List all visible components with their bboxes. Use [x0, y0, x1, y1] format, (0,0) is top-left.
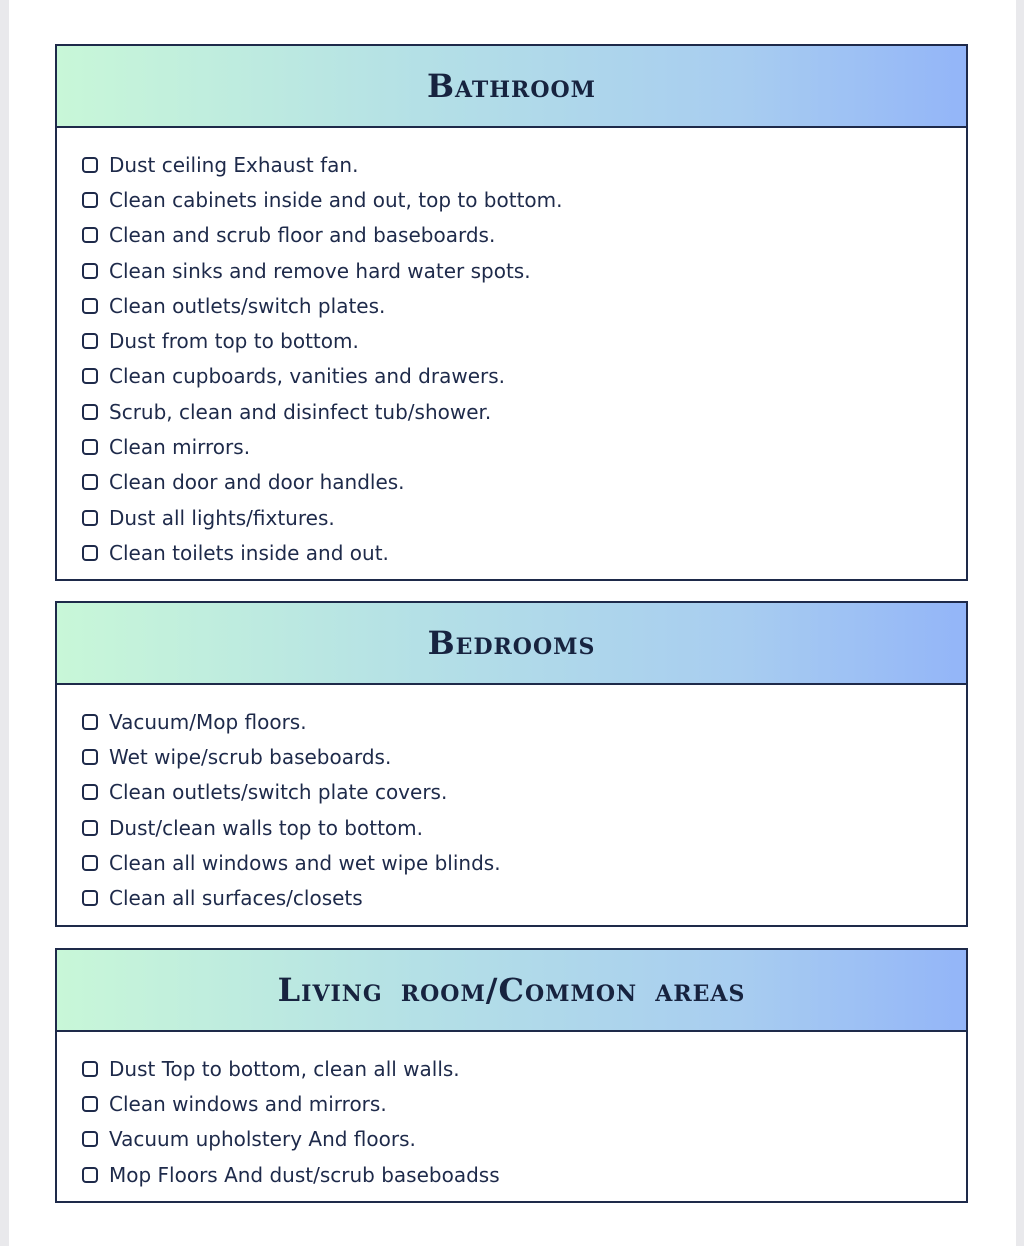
item-label: Dust/clean walls top to bottom. — [109, 815, 423, 840]
checkbox[interactable] — [82, 855, 98, 871]
checklist-item — [82, 500, 966, 535]
checkbox[interactable] — [82, 368, 98, 384]
checkbox[interactable] — [82, 545, 98, 561]
section-title: Bedrooms — [427, 624, 596, 662]
checklist — [57, 128, 966, 571]
item-label: Wet wipe/scrub baseboards. — [109, 744, 392, 769]
item-label: Clean and scrub floor and baseboards. — [109, 223, 496, 248]
checklist-item — [82, 775, 966, 810]
section-living-room-common-areas — [55, 948, 968, 1203]
checklist-item — [82, 1086, 966, 1121]
checklist-item — [82, 394, 966, 429]
checkbox[interactable] — [82, 1061, 98, 1077]
item-label: Dust from top to bottom. — [109, 329, 359, 354]
checkbox[interactable] — [82, 749, 98, 765]
checklist-item — [82, 429, 966, 464]
checklist-item — [82, 465, 966, 500]
section-header — [57, 603, 966, 685]
item-label: Clean toilets inside and out. — [109, 540, 389, 565]
checklist-item — [82, 1122, 966, 1157]
checkbox[interactable] — [82, 1131, 98, 1147]
item-label: Dust all lights/fixtures. — [109, 505, 335, 530]
checkbox[interactable] — [82, 784, 98, 800]
checklist-item — [82, 880, 966, 915]
section-bathroom — [55, 44, 968, 581]
checkbox[interactable] — [82, 1167, 98, 1183]
item-label: Mop Floors And dust/scrub baseboadss — [109, 1162, 500, 1187]
item-label: Clean door and door handles. — [109, 470, 405, 495]
checklist-item — [82, 288, 966, 323]
checklist-item — [82, 218, 966, 253]
section-bedrooms — [55, 601, 968, 927]
checkbox[interactable] — [82, 333, 98, 349]
section-header — [57, 46, 966, 128]
checkbox[interactable] — [82, 474, 98, 490]
item-label: Clean all surfaces/closets — [109, 886, 363, 911]
item-label: Dust ceiling Exhaust fan. — [109, 152, 359, 177]
checklist-item — [82, 147, 966, 182]
checkbox[interactable] — [82, 263, 98, 279]
checkbox[interactable] — [82, 510, 98, 526]
checklist-item — [82, 739, 966, 774]
checkbox[interactable] — [82, 890, 98, 906]
item-label: Clean cupboards, vanities and drawers. — [109, 364, 505, 389]
checklist-item — [82, 810, 966, 845]
item-label: Clean cabinets inside and out, top to bottom. — [109, 187, 563, 212]
item-label: Clean outlets/switch plate covers. — [109, 780, 448, 805]
checklist-item — [82, 845, 966, 880]
checklist-item — [82, 535, 966, 570]
section-title: Living room/Common areas — [277, 971, 746, 1009]
item-label: Clean sinks and remove hard water spots. — [109, 258, 531, 283]
checkbox[interactable] — [82, 439, 98, 455]
item-label: Clean mirrors. — [109, 435, 251, 460]
item-label: Clean all windows and wet wipe blinds. — [109, 850, 501, 875]
checklist-item — [82, 1051, 966, 1086]
checklist — [57, 1032, 966, 1192]
checkbox[interactable] — [82, 714, 98, 730]
item-label: Dust Top to bottom, clean all walls. — [109, 1056, 460, 1081]
item-label: Clean windows and mirrors. — [109, 1091, 387, 1116]
checkbox[interactable] — [82, 227, 98, 243]
checklist-item — [82, 1157, 966, 1192]
checkbox[interactable] — [82, 404, 98, 420]
checklist-item — [82, 359, 966, 394]
section-header — [57, 950, 966, 1032]
item-label: Clean outlets/switch plates. — [109, 293, 386, 318]
section-title: Bathroom — [426, 67, 597, 105]
item-label: Scrub, clean and disinfect tub/shower. — [109, 399, 492, 424]
checklist-item — [82, 323, 966, 358]
checkbox[interactable] — [82, 1096, 98, 1112]
checkbox[interactable] — [82, 157, 98, 173]
checkbox[interactable] — [82, 192, 98, 208]
checklist-item — [82, 182, 966, 217]
checklist — [57, 685, 966, 916]
checkbox[interactable] — [82, 820, 98, 836]
item-label: Vacuum upholstery And floors. — [109, 1127, 416, 1152]
checklist-item — [82, 253, 966, 288]
item-label: Vacuum/Mop floors. — [109, 709, 307, 734]
checklist-page — [9, 0, 1016, 1246]
checklist-item — [82, 704, 966, 739]
checkbox[interactable] — [82, 298, 98, 314]
